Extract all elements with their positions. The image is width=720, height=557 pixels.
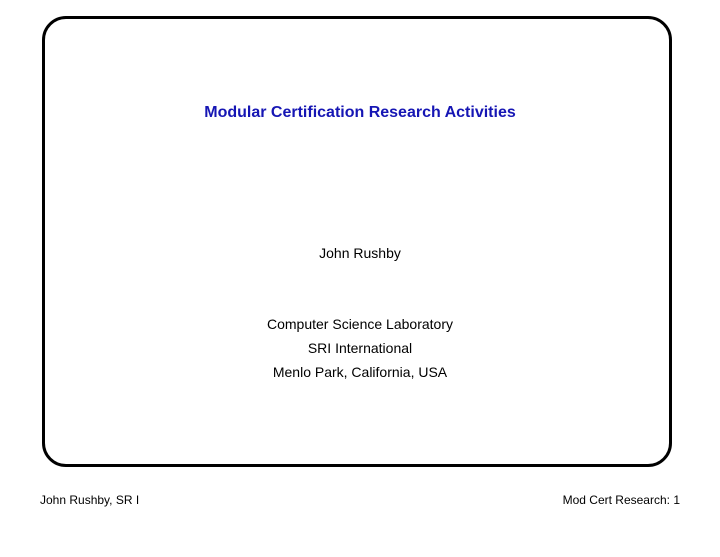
footer-author: John Rushby, SR I [40, 493, 140, 507]
slide-title: Modular Certification Research Activities [204, 104, 516, 121]
slide-frame [42, 16, 672, 467]
author-name: John Rushby [319, 245, 401, 261]
affiliation-line-org: SRI International [307, 340, 413, 356]
affiliation-line-lab: Computer Science Laboratory [267, 316, 453, 332]
footer-page-label: Mod Cert Research: 1 [562, 493, 680, 507]
affiliation-line-location: Menlo Park, California, USA [272, 364, 448, 380]
affiliation-block [0, 312, 720, 384]
